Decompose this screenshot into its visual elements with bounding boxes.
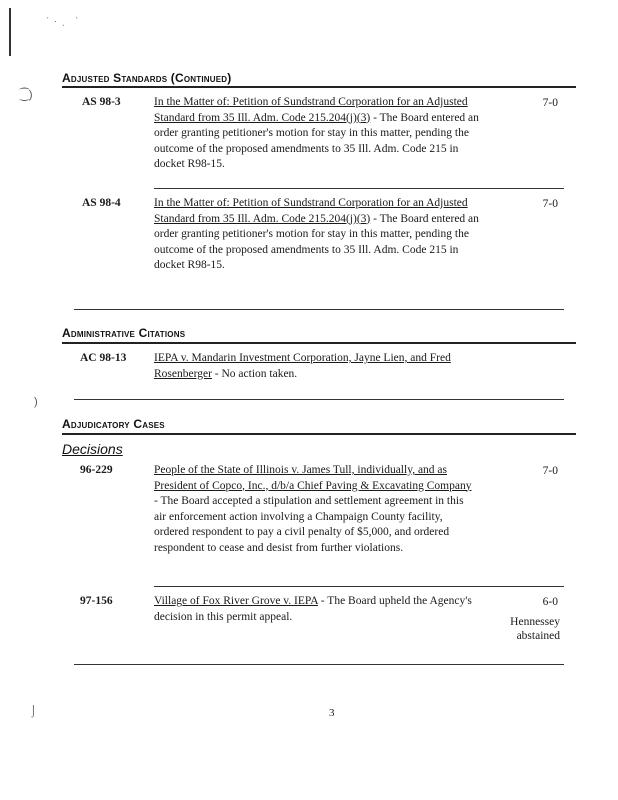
section-rule — [62, 86, 576, 88]
section-end-rule — [74, 309, 564, 310]
case-title: People of the State of Illinois v. James Tull, individually, and as President of Copco, Inc., d/b/a Chief Paving & Excavating Company — [154, 464, 472, 492]
vote-count: 7-0 — [542, 97, 558, 109]
punch-hole-mark: ⁐) — [20, 89, 33, 101]
vote-count: 7-0 — [542, 198, 558, 210]
docket-number: AS 98-3 — [82, 96, 121, 108]
subheading-decisions: Decisions — [62, 441, 123, 457]
punch-hole-mark: ⌡ — [30, 705, 37, 717]
section-rule — [62, 433, 576, 435]
docket-number: 96-229 — [80, 464, 113, 476]
case-description — [154, 351, 486, 382]
case-title: IEPA v. Mandarin Investment Corporation, Jayne Lien, and Fred Rosenberger — [154, 352, 451, 380]
entry-divider — [154, 586, 564, 587]
page-number: 3 — [329, 707, 335, 719]
case-summary: - The Board entered an order granting petitioner's motion for stay in this matter, pending the outcome of the proposed amendments to 35 Ill. Adm. Code 215 in docket R98-15. — [154, 212, 479, 271]
section-title-adjusted-standards: Adjusted Standards (Continued) — [62, 71, 232, 85]
vote-count: 7-0 — [542, 465, 558, 477]
docket-number: AC 98-13 — [80, 352, 127, 364]
vote-note: Hennessey abstained — [510, 616, 560, 642]
scan-speck: ˊ · ˎ ˊ — [46, 16, 78, 26]
case-description — [154, 95, 486, 173]
case-description — [154, 463, 476, 556]
section-end-rule — [74, 664, 564, 665]
vote-count: 6-0 — [542, 596, 558, 608]
case-summary: - No action taken. — [211, 367, 298, 380]
case-summary: - The Board entered an order granting petitioner's motion for stay in this matter, pending the outcome of the proposed amendments to 35 Ill. Adm. Code 215 in docket R98-15. — [154, 111, 479, 170]
section-title-administrative-citations: Administrative Citations — [62, 326, 186, 340]
case-title: In the Matter of: Petition of Sundstrand Corporation for an Adjusted Standard from 35 Ill. Adm. Code 215.204(j)(3) — [154, 197, 468, 225]
section-title-adjudicatory-cases: Adjudicatory Cases — [62, 417, 165, 431]
case-summary: - The Board accepted a stipulation and settlement agreement in this air enforcement action involving a Champaign County facility, ordered respondent to pay a civil penalty of $5,000, and ordered respondent to cease and desist from further violations. — [154, 495, 464, 554]
scan-edge-mark — [9, 8, 11, 56]
punch-hole-mark: ) — [34, 396, 38, 408]
entry-divider — [154, 188, 564, 189]
case-description — [154, 196, 486, 274]
docket-number: 97-156 — [80, 595, 113, 607]
section-end-rule — [74, 399, 564, 400]
case-title: Village of Fox River Grove v. IEPA — [154, 595, 318, 607]
case-title: In the Matter of: Petition of Sundstrand Corporation for an Adjusted Standard from 35 Ill. Adm. Code 215.204(j)(3) — [154, 96, 468, 124]
docket-number: AS 98-4 — [82, 197, 121, 209]
case-summary: - The Board upheld the Agency's decision in this permit appeal. — [154, 595, 472, 623]
case-description — [154, 594, 476, 625]
section-rule — [62, 342, 576, 344]
